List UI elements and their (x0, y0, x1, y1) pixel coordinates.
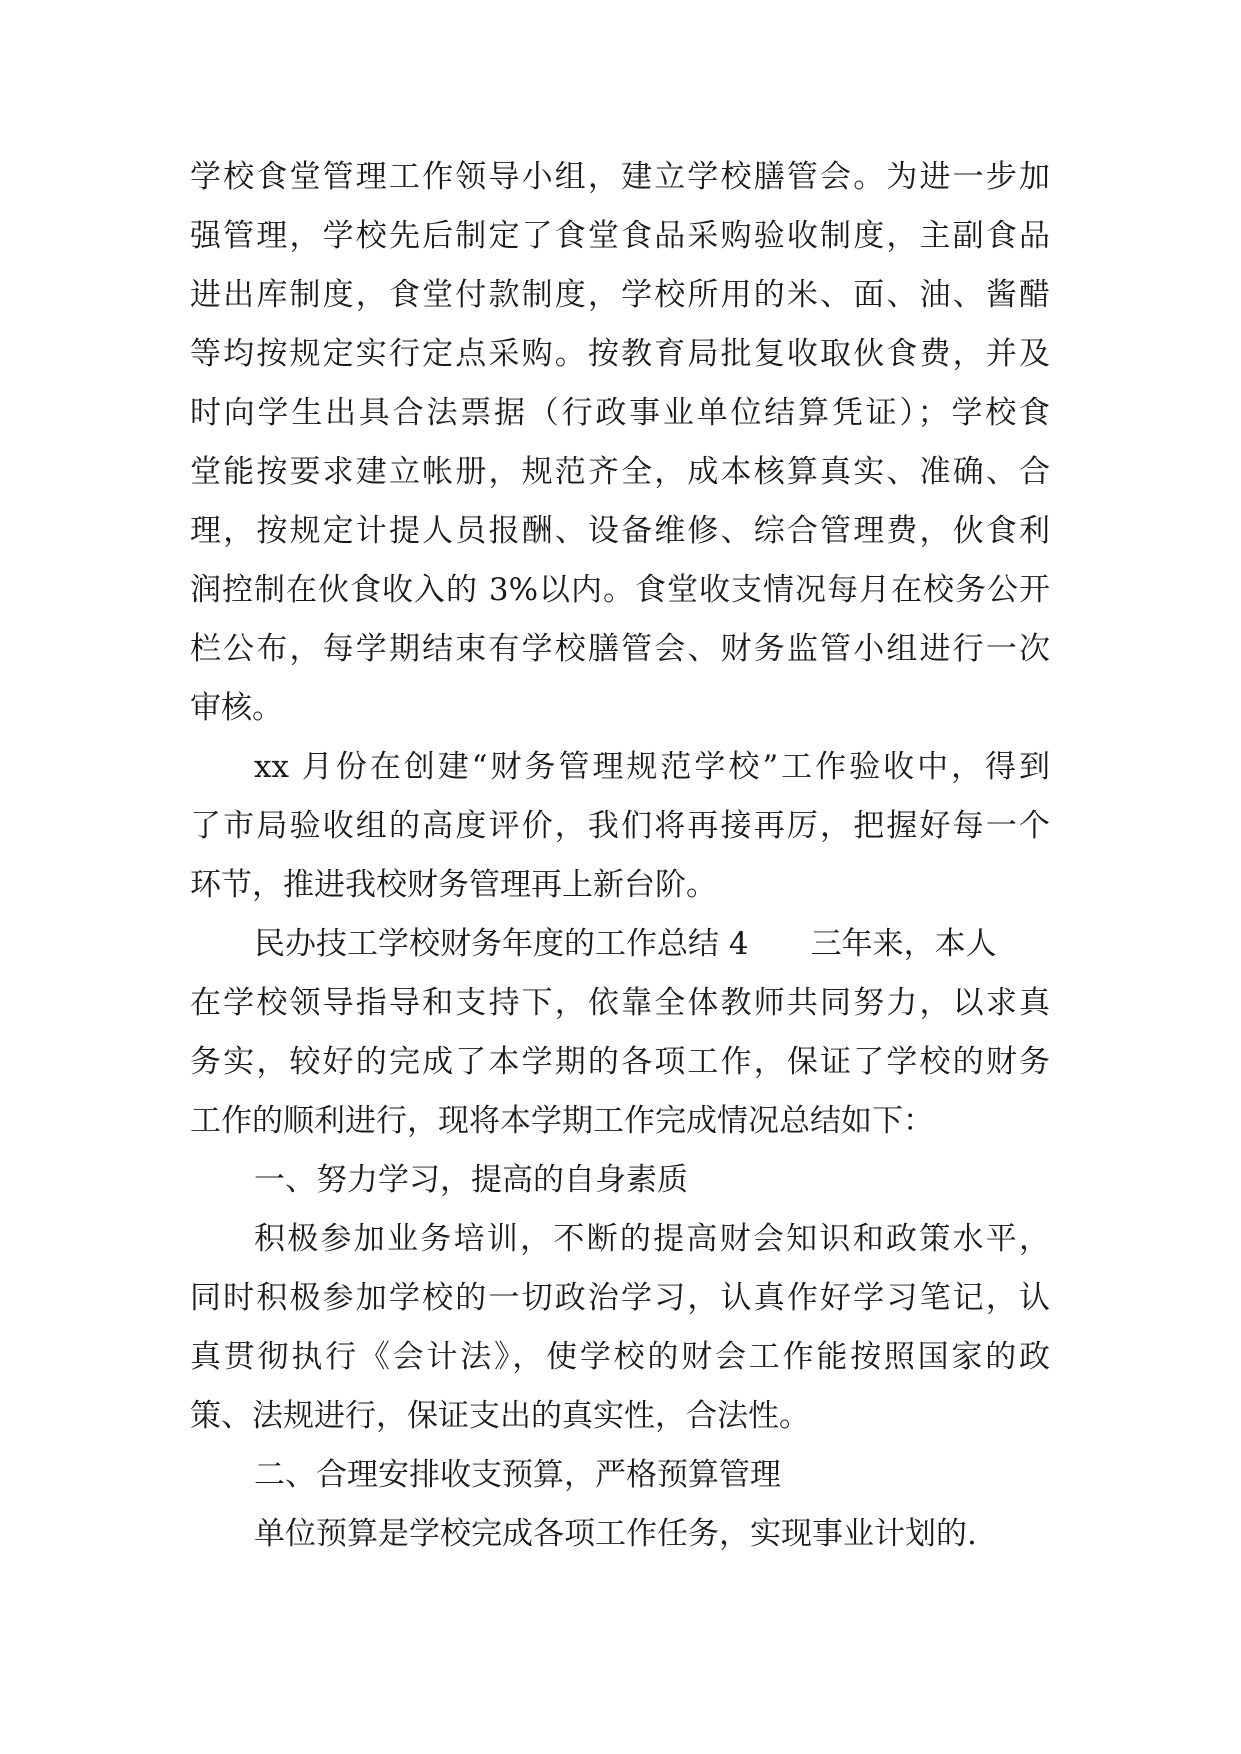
section-title-line (190, 915, 1050, 974)
text-line: 学校食堂管理工作领导小组，建立学校膳管会。为进一步加 (190, 159, 1050, 195)
section-title: 民办技工学校财务年度的工作总结 4 (254, 926, 749, 962)
text-line: 审核。 (190, 690, 283, 726)
text-line: 单位预算是学校完成各项工作任务，实现事业计划的. (254, 1516, 977, 1552)
text-line: 堂能按要求建立帐册，规范齐全，成本核算真实、准确、合 (190, 454, 1050, 490)
text-line: 时向学生出具合法票据（行政事业单位结算凭证）；学校食 (190, 395, 1050, 431)
text-line: 环节，推进我校财务管理再上新台阶。 (190, 867, 717, 903)
text-line: 进出库制度，食堂付款制度，学校所用的米、面、油、酱醋 (190, 277, 1050, 313)
text-line: 真贯彻执行《会计法》，使学校的财会工作能按照国家的政 (190, 1339, 1050, 1375)
text-line: 工作的顺利进行，现将本学期工作完成情况总结如下： (190, 1103, 934, 1139)
document-body (190, 148, 1050, 1564)
heading-line: 一、努力学习，提高的自身素质 (254, 1162, 688, 1198)
text-line: 策、法规进行，保证支出的真实性，合法性。 (190, 1398, 810, 1434)
text-line: 务实，较好的完成了本学期的各项工作，保证了学校的财务 (190, 1044, 1050, 1080)
text-line: 润控制在伙食收入的 3%以内。食堂收支情况每月在校务公开 (190, 572, 1050, 608)
paragraph-start: 三年来，本人 (810, 926, 997, 962)
text-line: 理，按规定计提人员报酬、设备维修、综合管理费，伙食利 (190, 513, 1050, 549)
text-line: 同时积极参加学校的一切政治学习，认真作好学习笔记，认 (190, 1280, 1050, 1316)
text-line: xx 月份在创建“财务管理规范学校”工作验收中，得到 (254, 749, 1050, 785)
text-line: 了市局验收组的高度评价，我们将再接再厉，把握好每一个 (190, 808, 1050, 844)
text-line: 在学校领导指导和支持下，依靠全体教师共同努力，以求真 (190, 985, 1050, 1021)
text-line: 强管理，学校先后制定了食堂食品采购验收制度，主副食品 (190, 218, 1050, 254)
heading-line: 二、合理安排收支预算，严格预算管理 (254, 1457, 781, 1493)
text-line: 栏公布，每学期结束有学校膳管会、财务监管小组进行一次 (190, 631, 1050, 667)
text-line: 积极参加业务培训，不断的提高财会知识和政策水平， (254, 1221, 1050, 1257)
text-line: 等均按规定实行定点采购。按教育局批复收取伙食费，并及 (190, 336, 1050, 372)
